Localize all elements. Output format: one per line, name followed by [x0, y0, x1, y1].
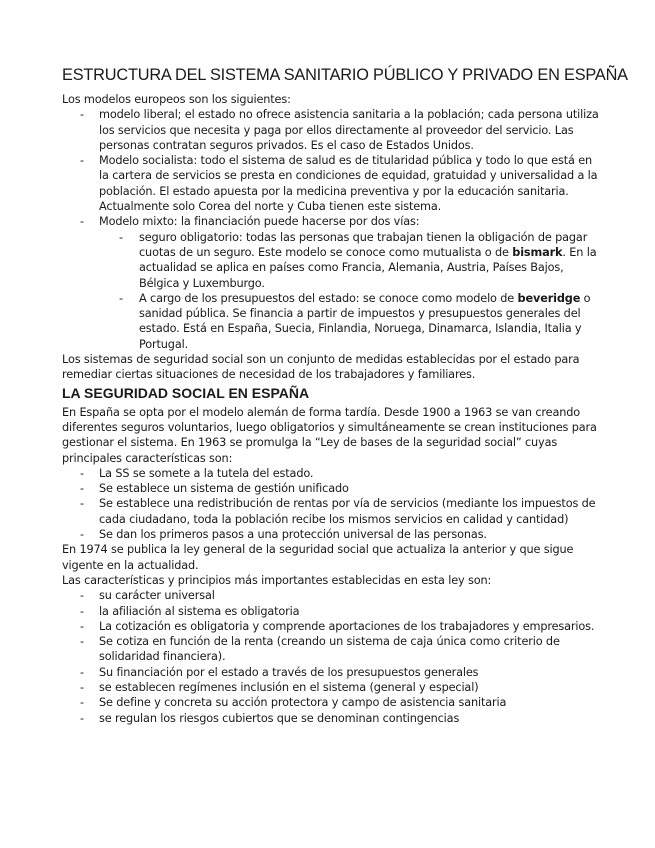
section-heading: LA SEGURIDAD SOCIAL EN ESPAÑA	[62, 384, 310, 401]
list-item: - se regulan los riesgos cubiertos que se denominan contingencias	[62, 711, 605, 726]
principles-intro: Las características y principios más importantes establecidas en esta ley son:	[62, 573, 492, 587]
list-item: - La SS se somete a la tutela del estado.	[62, 466, 605, 481]
beveridge-term: beveridge	[517, 291, 581, 305]
model-socialist: - Modelo socialista: todo el sistema de salud es de titularidad pública y todo lo que está en la cartera de servicios se presta en condiciones de equidad, gratuidad y universalidad a la población. El estado apuesta por la medicina preventiva y por la educación sanitaria. Actualmente solo Corea del norte y Cuba tienen este sistema.	[62, 153, 605, 214]
list-item: - Se establece una redistribución de rentas por vía de servicios (mediante los impuestos de cada ciudadano, toda la población recibe los mismos servicios en calidad y cantidad)	[62, 496, 605, 527]
page-title: ESTRUCTURA DEL SISTEMA SANITARIO PÚBLICO Y PRIVADO EN ESPAÑA	[62, 65, 628, 84]
list-item: - Se cotiza en función de la renta (creando un sistema de caja única como criterio de solidaridad financiera).	[62, 634, 605, 665]
model-mixed-text: Modelo mixto: la financiación puede hacerse por dos vías:	[99, 215, 420, 229]
mixed-sub-text: A cargo de los presupuestos del estado: se conoce como modelo de	[139, 291, 518, 305]
mixed-sub-text: . En la actualidad se aplica en países como Francia, Alemania, Austria, Países Bajos, Bélgica y Luxemburgo.	[139, 245, 597, 290]
ss-definition: Los sistemas de seguridad social son un conjunto de medidas establecidas por el estado para remediar ciertas situaciones de necesidad de los trabajadores y familiares.	[62, 353, 580, 382]
models-list	[62, 107, 605, 352]
list-item: - su carácter universal	[62, 588, 605, 603]
list-item: - La cotización es obligatoria y comprende aportaciones de los trabajadores y empresarios.	[62, 619, 605, 634]
principles-list	[62, 588, 605, 726]
law-1974-paragraph: En 1974 se publica la ley general de la seguridad social que actualiza la anterior y que sigue vigente en la actualidad.	[62, 543, 574, 572]
mixed-sub-text: seguro obligatorio: todas las personas que trabajan tienen la obligación de pagar cuotas de un seguro. Este modelo se conoce como mutualista o de	[139, 230, 588, 259]
models-intro: Los modelos europeos son los siguientes:	[62, 93, 291, 106]
list-item: - la afiliación al sistema es obligatoria	[62, 604, 605, 619]
mixed-sub-item-beveridge	[99, 291, 605, 352]
list-item: - Se dan los primeros pasos a una protección universal de las personas.	[62, 527, 605, 542]
mixed-sub-list	[99, 230, 605, 352]
model-liberal: - modelo liberal; el estado no ofrece asistencia sanitaria a la población; cada persona utiliza los servicios que necesita y paga por ellos directamente al proveedor del servicio. Las personas contratan seguros privados. Es el caso de Estados Unidos.	[62, 107, 605, 153]
list-item: - Su financiación por el estado a través de los presupuestos generales	[62, 665, 605, 680]
list-item: - Se establece un sistema de gestión unificado	[62, 481, 605, 496]
list-item: - Se define y concreta su acción protectora y campo de asistencia sanitaria	[62, 695, 605, 710]
mixed-sub-text: o sanidad pública. Se financia a partir de impuestos y presupuestos generales del estado. Está en España, Suecia, Finlandia, Noruega, Dinamarca, Islandia, Italia y Portugal.	[139, 291, 591, 351]
list-item: - se establecen regímenes inclusión en el sistema (general y especial)	[62, 680, 605, 695]
law-1963-list	[62, 466, 605, 542]
bismark-term: bismark	[512, 245, 563, 259]
model-mixed	[62, 214, 605, 352]
mixed-sub-item-bismark	[99, 230, 605, 291]
section-intro: En España se opta por el modelo alemán de forma tardía. Desde 1900 a 1963 se van creando diferentes seguros voluntarios, luego obligatorios y simultáneamente se crean instituciones para gestionar el sistema. En 1963 se promulga la “Ley de bases de la seguridad social” cuyas principales características son:	[62, 405, 597, 465]
